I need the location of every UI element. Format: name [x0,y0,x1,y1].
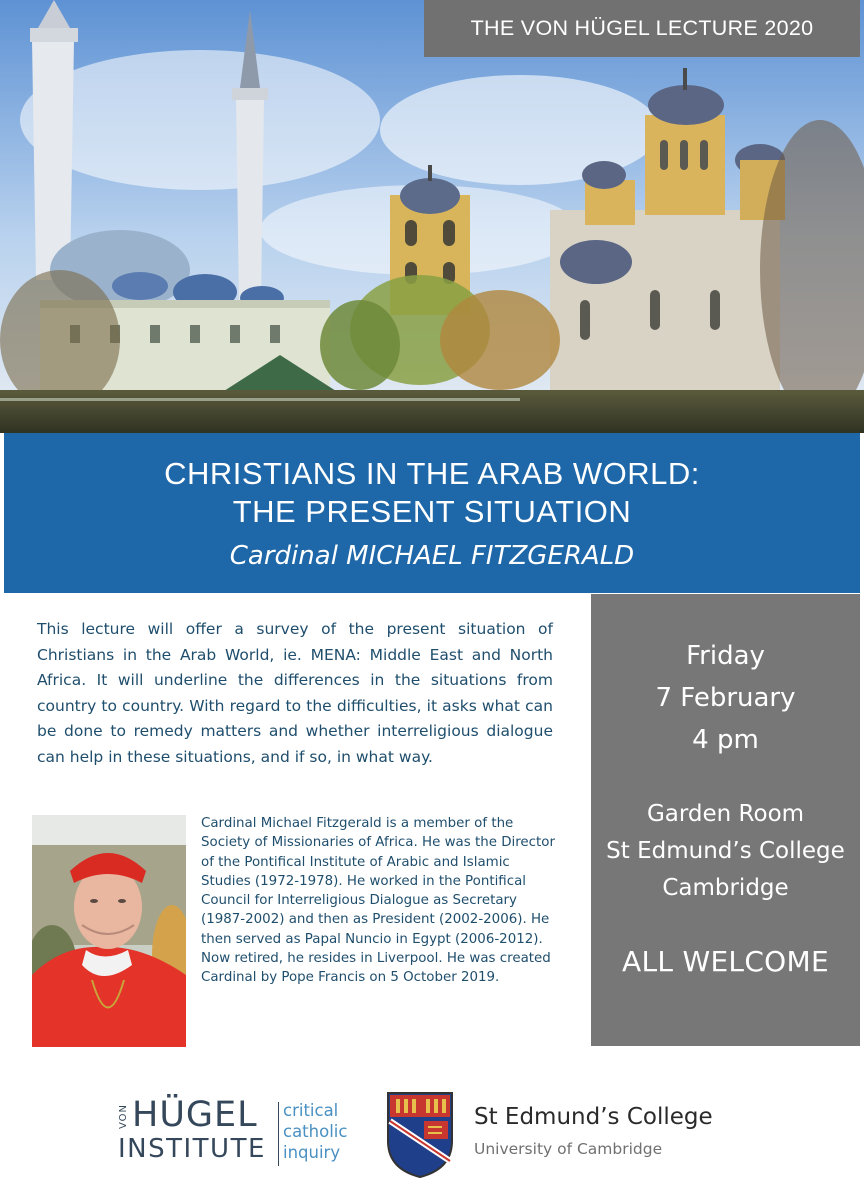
title-band [4,433,860,593]
logo-divider [278,1102,279,1166]
event-time: 4 pm [692,725,759,755]
university-name: University of Cambridge [474,1140,663,1158]
st-edmunds-crest-icon [386,1091,454,1179]
logo-institute-text: INSTITUTE [118,1134,266,1164]
event-day: Friday [686,641,765,671]
venue-college: St Edmund’s College [606,838,845,864]
logo-von-text: VON [118,1104,129,1130]
speaker-name: Cardinal MICHAEL FITZGERALD [229,541,635,571]
venue-city: Cambridge [662,875,789,901]
lecture-series-banner: THE VON HÜGEL LECTURE 2020 [424,0,860,57]
logo-hugel-text: HÜGEL [132,1095,258,1135]
speaker-bio: Cardinal Michael Fitzgerald is a member of the Society of Missionaries of Africa. He was the Director of the Pontifical Institute of Arabic and Islamic Studies (1972-1978). He worked in the Pontifical Council for Interreligious Dialogue as Secretary (1987-2002) and then as President (2002-2006). He then served as Papal Nuncio in Egypt (2006-2012). Now retired, he resides in Liverpool. He was created Cardinal by Pope Francis on 5 October 2019. [201,816,555,986]
event-date: 7 February [655,683,796,713]
all-welcome-text: ALL WELCOME [622,945,829,978]
lecture-title-line-2: THE PRESENT SITUATION [232,494,632,529]
von-hugel-institute-logo [118,1095,358,1170]
venue-room: Garden Room [646,801,805,827]
logo-tagline [283,1100,347,1163]
st-edmunds-college-name: St Edmund’s College [474,1104,713,1130]
tagline-catholic: catholic [283,1122,348,1141]
speaker-portrait [32,815,186,1047]
event-info-panel [591,594,860,1046]
tagline-critical: critical [283,1101,339,1120]
hero-photo [0,0,864,433]
tagline-inquiry: inquiry [283,1143,341,1162]
lecture-abstract: This lecture will offer a survey of the present situation of Christians in the Arab World, ie. MENA: Middle East and North Africa. It will underline the differences in the situations from country to country. With regard to the difficulties, it asks what can be done to remedy matters and whether interreligious dialogue can help in these situations, and if so, in what way. [37,620,553,766]
lecture-title-line-1: CHRISTIANS IN THE ARAB WORLD: [164,456,700,491]
